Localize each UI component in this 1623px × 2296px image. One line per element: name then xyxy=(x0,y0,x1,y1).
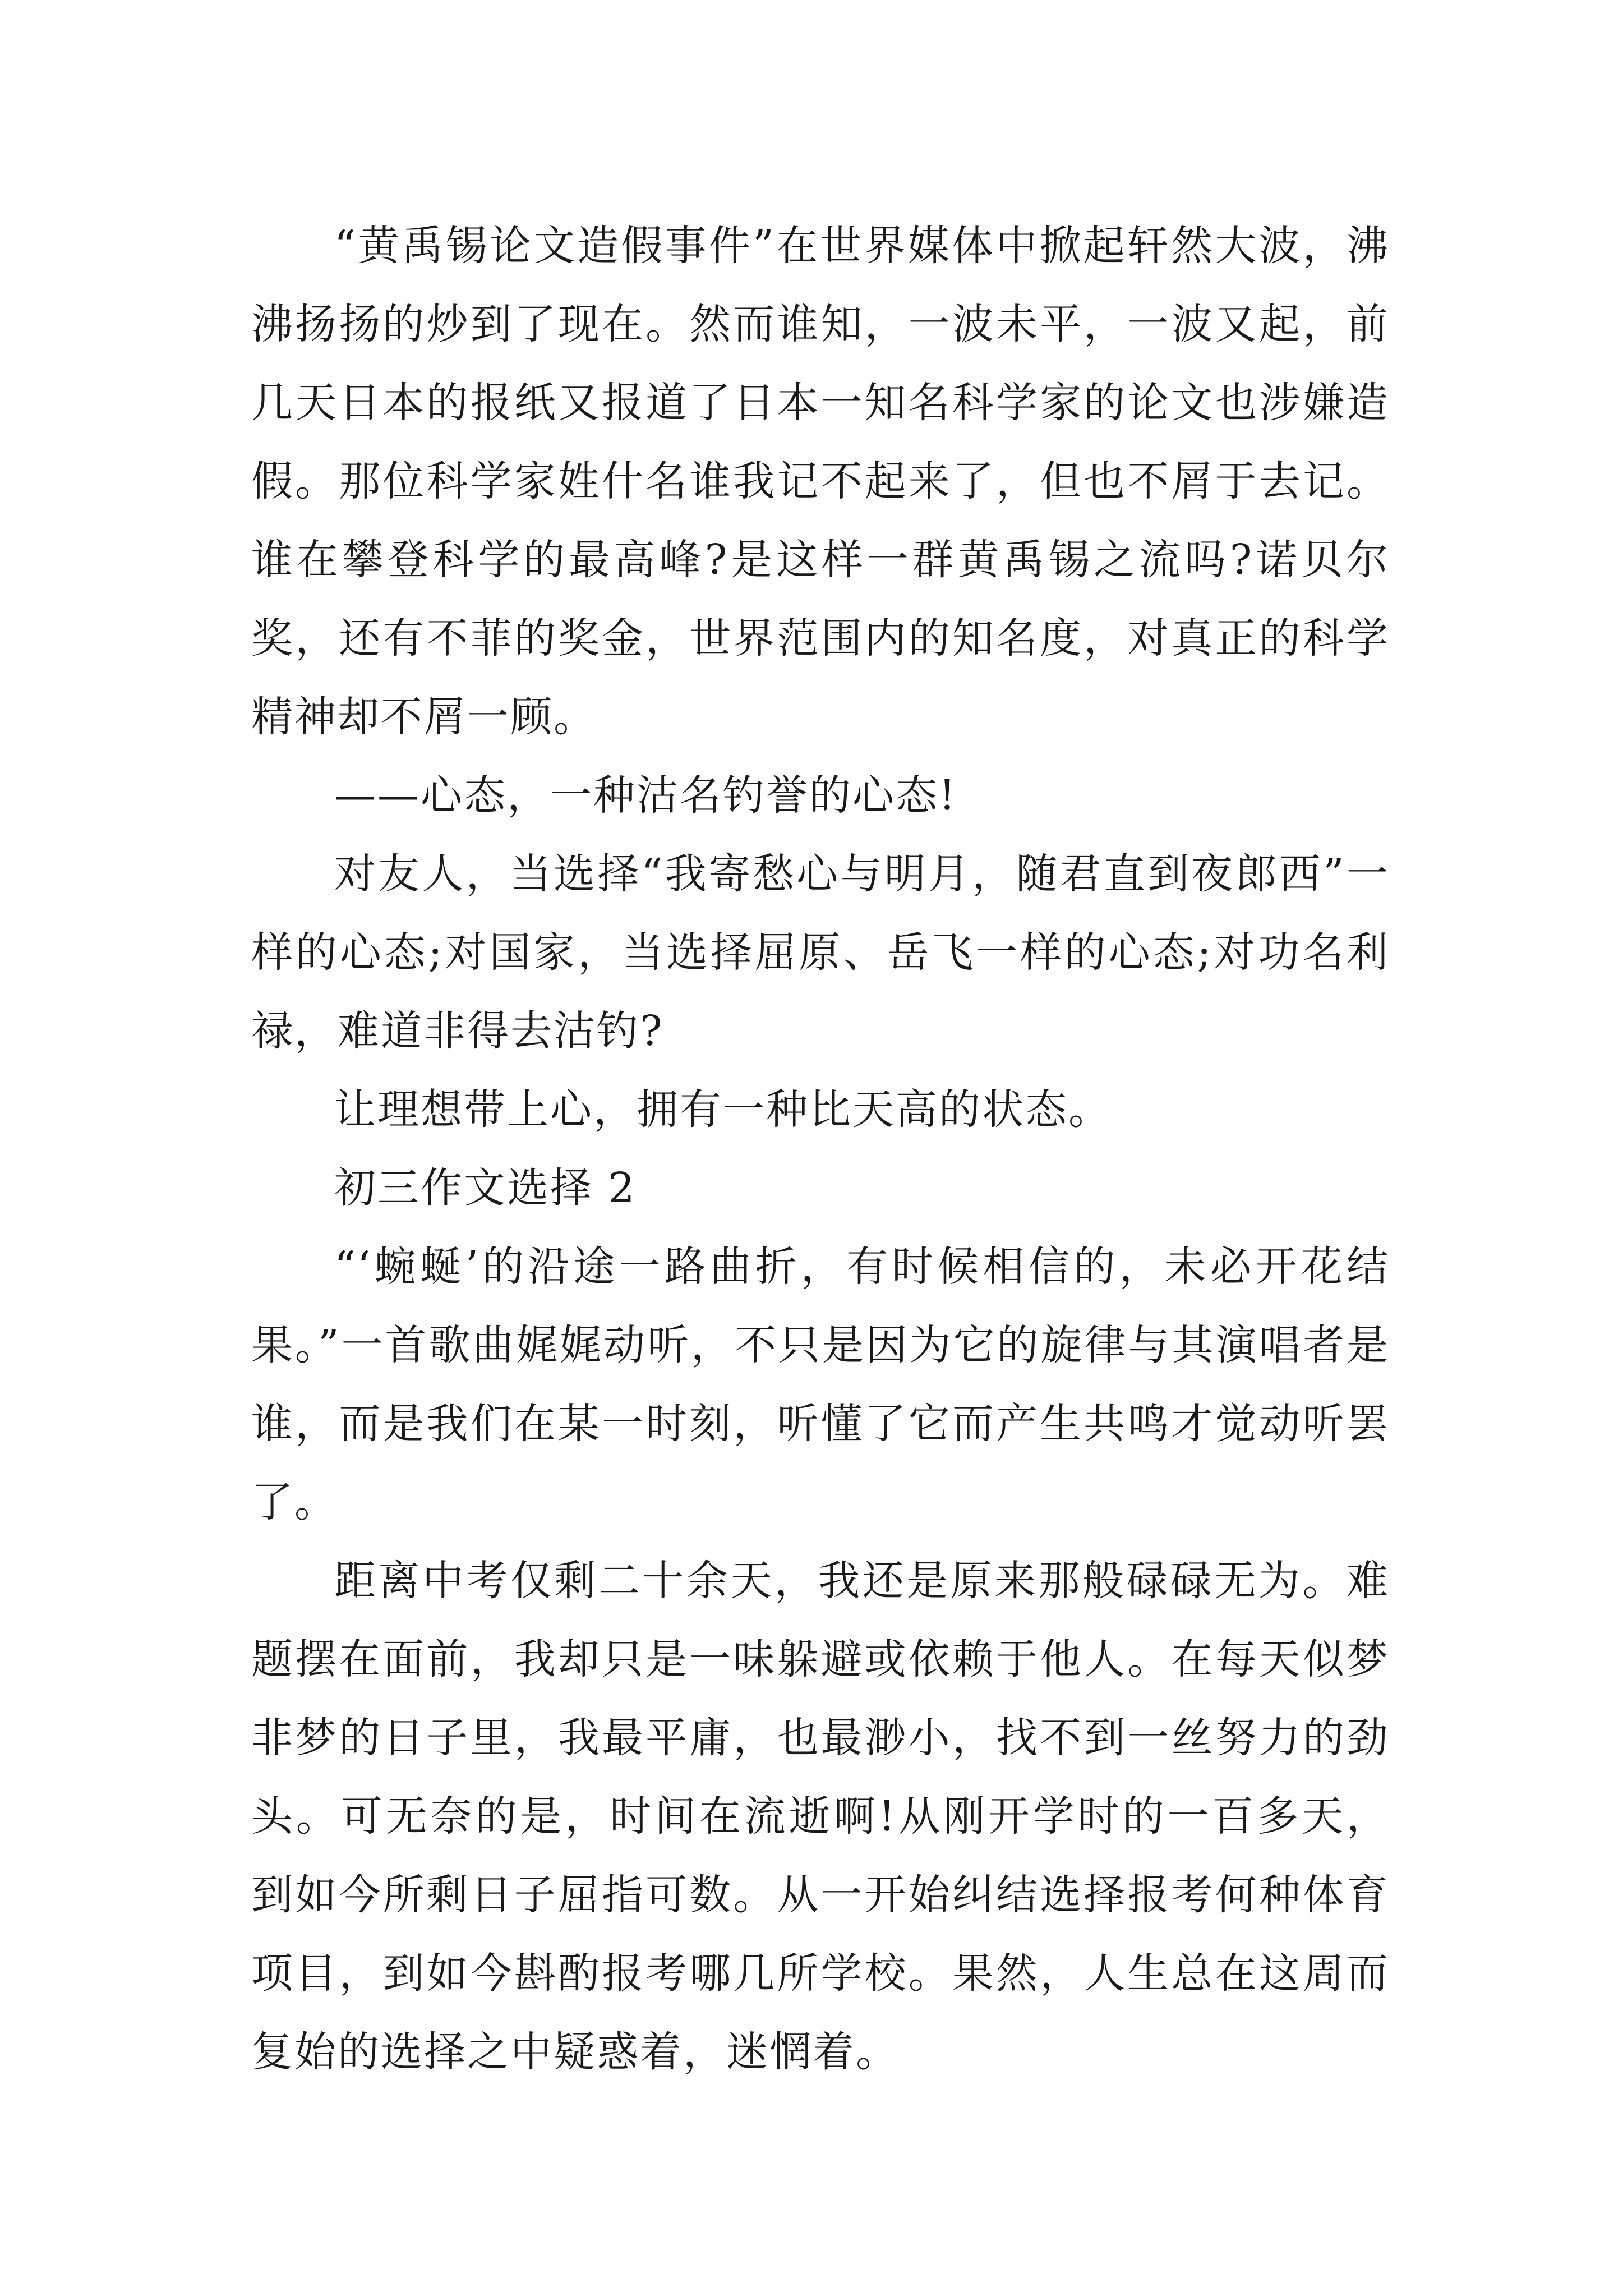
paragraph-essay-intro: “黄禹锡论文造假事件”在世界媒体中掀起轩然大波，沸沸扬扬的炒到了现在。然而谁知，一波未平，一波又起，前几天日本的报纸又报道了日本一知名科学家的论文也涉嫌造假。那位科学家姓什名谁我记不起来了，但也不屑于去记。谁在攀登科学的最高峰?是这样一群黄禹锡之流吗?诺贝尔奖，还有不菲的奖金，世界范围内的知名度，对真正的科学精神却不屑一顾。 xyxy=(251,222,1390,741)
paragraph-attitude-statement: ——心态，一种沽名钓誉的心态! xyxy=(334,771,957,820)
paragraph-exam-countdown: 距离中考仅剩二十余天，我还是原来那般碌碌无为。难题摆在面前，我却只是一味躲避或依赖于他人。在每天似梦非梦的日子里，我最平庸，也最渺小，找不到一丝努力的劲头。可无奈的是，时间在流逝啊!从刚开学时的一百多天，到如今所剩日子屈指可数。从一开始纠结选择报考何种体育项目，到如今斟酌报考哪几所学校。果然，人生总在这周而复始的选择之中疑惑着，迷惘着。 xyxy=(251,1557,1390,2076)
paragraph-song-quote: “‘蜿蜒’的沿途一路曲折，有时候相信的，未必开花结果。”一首歌曲娓娓动听，不只是因为它的旋律与其演唱者是谁，而是我们在某一时刻，听懂了它而产生共鸣才觉动听罢了。 xyxy=(251,1243,1390,1526)
paragraph-choices: 对友人，当选择“我寄愁心与明月，随君直到夜郎西”一样的心态;对国家，当选择屈原、岳飞一样的心态;对功名利禄，难道非得去沽钓? xyxy=(251,850,1390,1055)
paragraph-ideal: 让理想带上心，拥有一种比天高的状态。 xyxy=(334,1085,1112,1134)
section-heading: 初三作文选择 2 xyxy=(334,1164,637,1212)
document-body xyxy=(251,206,1390,2091)
